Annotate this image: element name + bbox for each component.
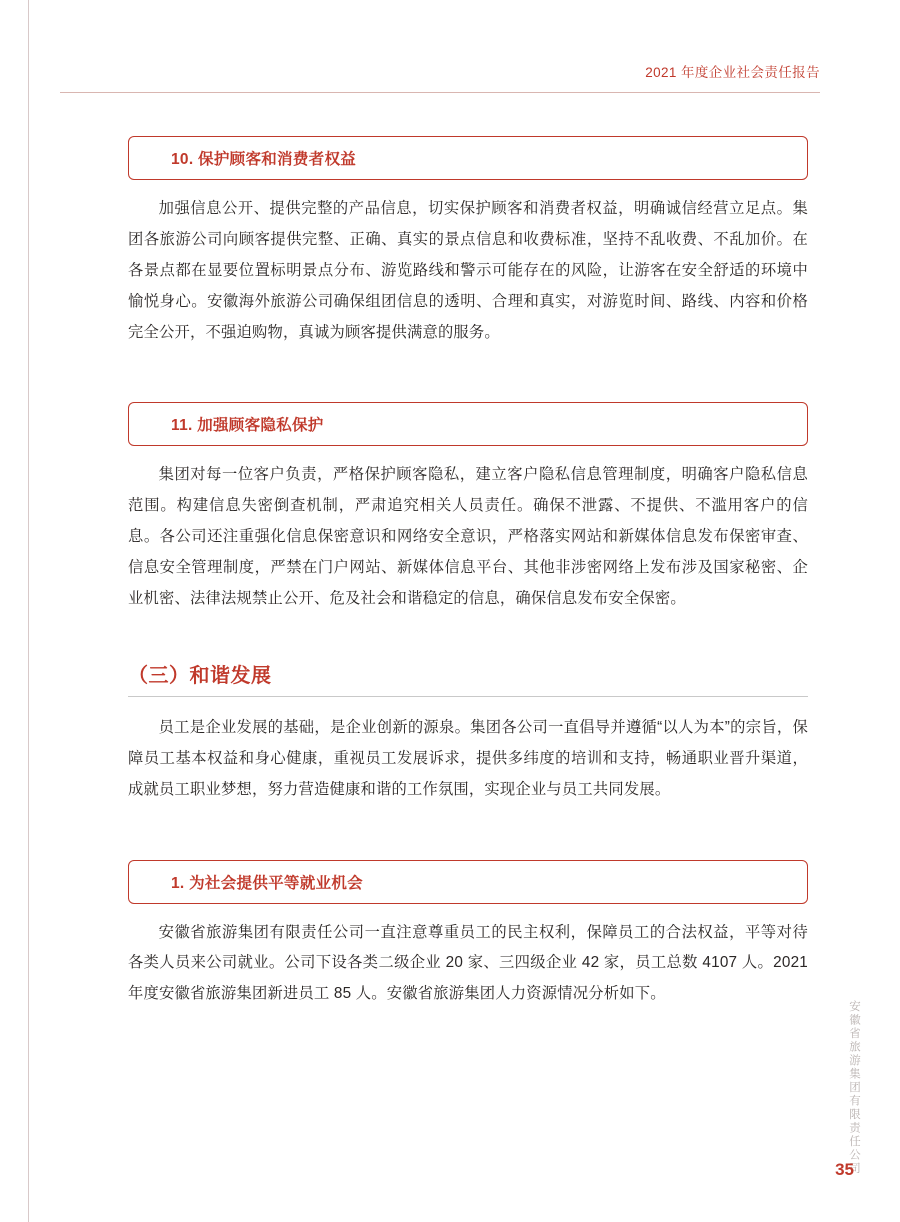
spacer [128,352,808,386]
section-heading-box-10 [128,136,808,180]
major-heading-text: （三）和谐发展 [128,664,272,687]
section-paragraph-11: 集团对每一位客户负责，严格保护顾客隐私，建立客户隐私信息管理制度，明确客户隐私信息范围。构建信息失密倒查机制，严肃追究相关人员责任。确保不泄露、不提供、不滥用客户的信息。各公司还注重强化信息保密意识和网络安全意识，严格落实网站和新媒体信息发布保密审查、信息安全管理制度，严禁在门户网站、新媒体信息平台、其他非涉密网络上发布涉及国家秘密、企业机密、法律法规禁止公开、危及社会和谐稳定的信息，确保信息发布安全保密。 [128,466,808,608]
left-margin-rule [28,0,29,1222]
page-content [128,120,808,1014]
section-heading-text-11: 11. 加强顾客隐私保护 [171,417,324,435]
header-title: 2021 年度企业社会责任报告 [645,65,820,80]
subsection-heading-text-1: 1. 为社会提供平等就业机会 [171,874,363,892]
section-paragraph-10: 加强信息公开、提供完整的产品信息，切实保护顾客和消费者权益，明确诚信经营立足点。集团各旅游公司向顾客提供完整、正确、真实的景点信息和收费标准，坚持不乱收费、不乱加价。在各景点都在显要位置标明景点分布、游览路线和警示可能存在的风险，让游客在安全舒适的环境中愉悦身心。安徽海外旅游公司确保组团信息的透明、合理和真实，对游览时间、路线、内容和价格完全公开，不强迫购物，真诚为顾客提供满意的服务。 [128,200,808,341]
section-heading-text-10: 10. 保护顾客和消费者权益 [171,151,357,168]
spacer [128,810,808,844]
major-heading-underline [128,696,808,697]
page-header [60,64,820,83]
subsection-paragraph-1: 安徽省旅游集团有限责任公司一直注意尊重员工的民主权利，保障员工的合法权益，平等对待各类人员来公司就业。公司下设各类二级企业 20 家、三四级企业 42 家，员工总数 4107 人。2021 年度安徽省旅游集团新进员工 85 人。安徽省旅游集团人力资源情况分析如下。 [128,923,808,1003]
header-divider [60,92,820,93]
page-number: 35 [835,1160,854,1179]
major-heading-wrap [128,659,808,697]
section-heading-box-11 [128,402,808,446]
subsection-heading-box-1 [128,860,808,904]
major-section-paragraph: 员工是企业发展的基础，是企业创新的源泉。集团各公司一直倡导并遵循“以人为本”的宗旨，保障员工基本权益和身心健康，重视员工发展诉求，提供多纬度的培训和支持，畅通职业晋升渠道，成就员工职业梦想，努力营造健康和谐的工作氛围，实现企业与员工共同发展。 [128,718,808,798]
vertical-company-watermark: 安徽省旅游集团有限责任公司 [848,1000,860,1176]
